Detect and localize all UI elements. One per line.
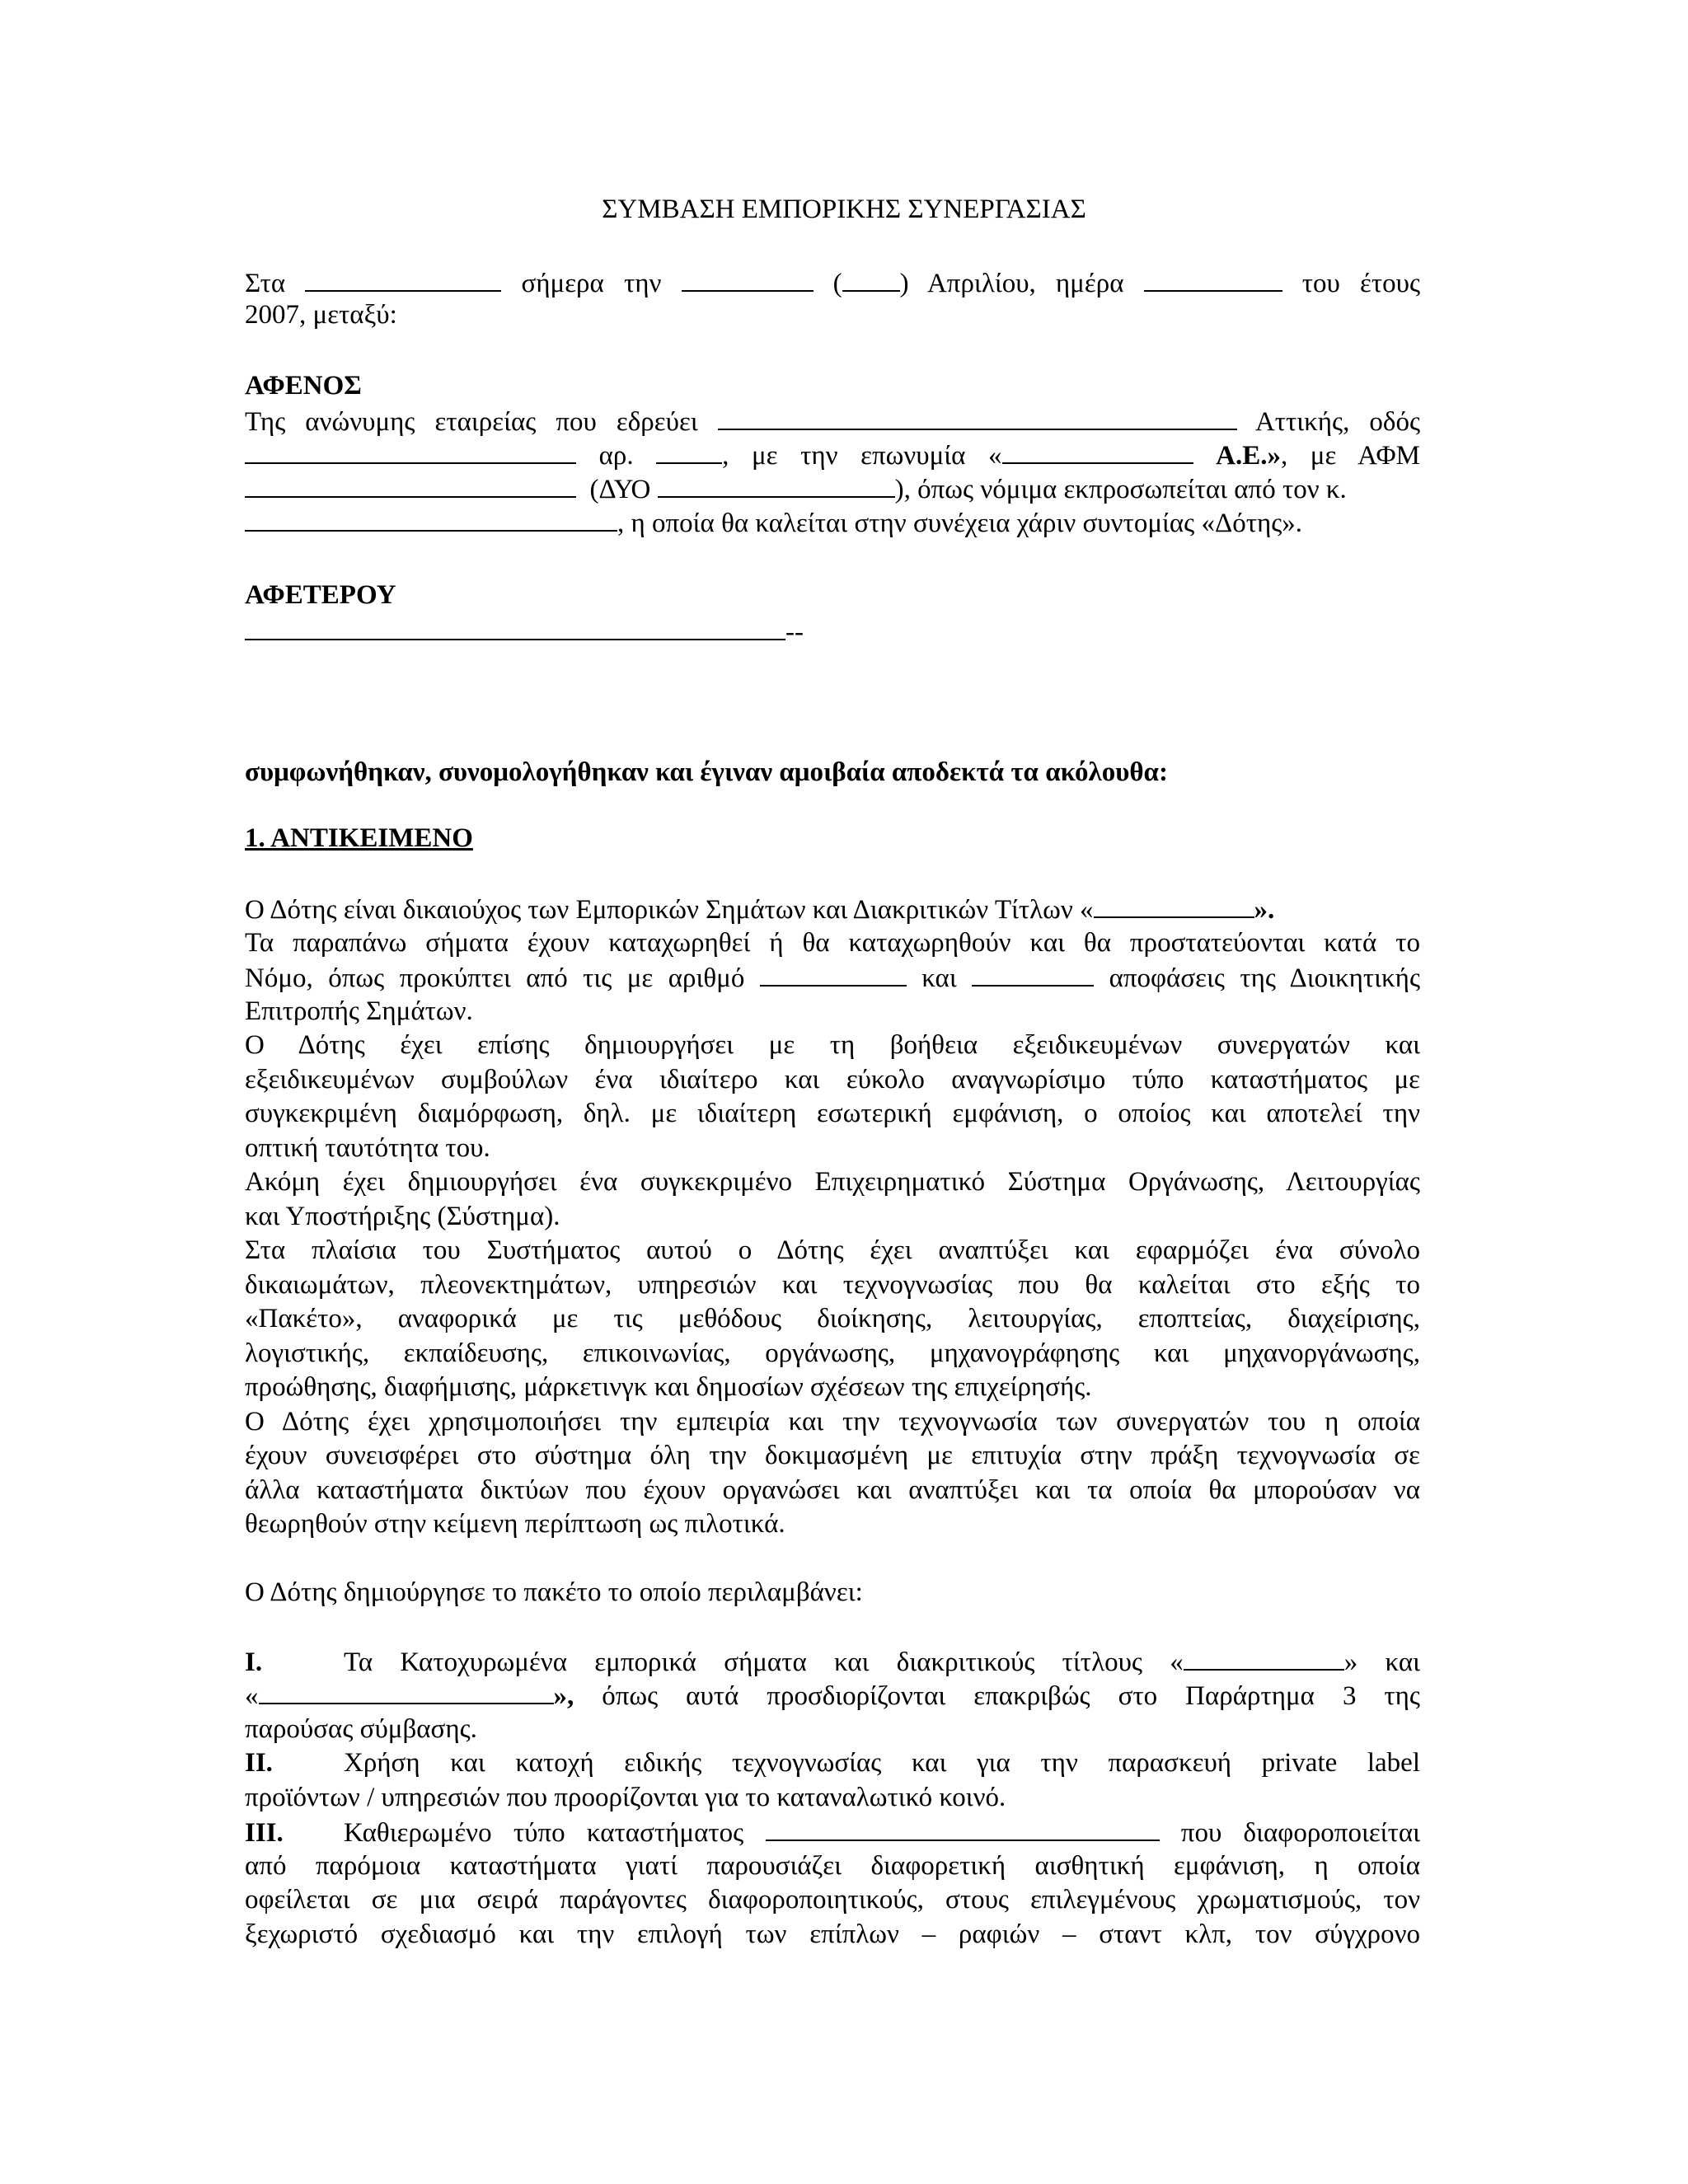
- decision-number-blank-1[interactable]: [760, 960, 907, 987]
- s1-line-17: έχουν συνεισφέρει στο σύστημα όλη την δοκιμασμένη με επιτυχία στην πράξη τεχνογνωσία σε: [245, 1441, 1420, 1470]
- street-blank[interactable]: [245, 438, 576, 464]
- s1-line-7: συγκεκριμένη διαμόρφωση, δηλ. με ιδιαίτερη εσωτερική εμφάνιση, ο οποίος και αποτελεί την: [245, 1099, 1420, 1128]
- trademark-blank-2[interactable]: [1184, 1644, 1344, 1671]
- afeterou-line: --: [245, 614, 1420, 649]
- intro-line-2: 2007, μεταξύ:: [245, 300, 397, 330]
- seat-blank[interactable]: [718, 404, 1237, 430]
- s1-line-15: προώθησης, διαφήμισης, μάρκετινγκ και δημοσίων σχέσεων της επιχείρησής.: [245, 1372, 1092, 1402]
- s1-line-3: Νόμο, όπως προκύπτει από τις με αριθμό και αποφάσεις της Διοικητικής: [245, 960, 1420, 995]
- item-iii-line-1: ΙΙΙ. Καθιερωμένο τύπο καταστήματος που διαφοροποιείται: [245, 1815, 1420, 1849]
- trademark-blank[interactable]: [1094, 892, 1254, 918]
- s1-line-5: Ο Δότης έχει επίσης δημιουργήσει με τη βοήθεια εξειδικευμένων συνεργατών και: [245, 1030, 1420, 1060]
- item-iii-line-4: ξεχωριστό σχεδιασμό και την επιλογή των επίπλων – ραφιών – σταντ κλπ, τον σύγχρονο: [245, 1919, 1420, 1949]
- afenos-line-2: αρ. , με την επωνυμία « Α.Ε.», με ΑΦΜ: [245, 438, 1420, 472]
- s1-line-18: άλλα καταστήματα δικτύων που έχουν οργανώσει και αναπτύξει και τα οποία θα μπορούσαν να: [245, 1475, 1420, 1505]
- title-blank[interactable]: [259, 1678, 554, 1704]
- s1-line-9: Ακόμη έχει δημιουργήσει ένα συγκεκριμένο Επιχειρηματικό Σύστημα Οργάνωσης, Λειτουργίας: [245, 1167, 1420, 1197]
- item-i-line-2: « », όπως αυτά προσδιορίζονται επακριβώς στο Παράρτημα 3 της: [245, 1678, 1420, 1713]
- afenos-heading: ΑΦΕΝΟΣ: [245, 371, 362, 401]
- afenos-line-4: , η οποία θα καλείται στην συνέχεια χάριν συντομίας «Δότης».: [245, 505, 1420, 540]
- s1-line-16: Ο Δότης έχει χρησιμοποιήσει την εμπειρία και την τεχνογνωσία των συνεργατών του η οποία: [245, 1407, 1420, 1436]
- s1-line-19: θεωρηθούν στην κείμενη περίπτωση ως πιλοτικά.: [245, 1509, 785, 1539]
- s1-line-12: δικαιωμάτων, πλεονεκτημάτων, υπηρεσιών και τεχνογνωσίας που θα καλείται στο εξής το: [245, 1270, 1420, 1300]
- s1-line-11: Στα πλαίσια του Συστήματος αυτού ο Δότης έχει αναπτύξει και εφαρμόζει ένα σύνολο: [245, 1235, 1420, 1265]
- tax-office-blank[interactable]: [658, 471, 895, 498]
- s1-line-14: λογιστικής, εκπαίδευσης, επικοινωνίας, οργάνωσης, μηχανογράφησης και μηχανοργάνωσης,: [245, 1338, 1420, 1368]
- counterparty-blank[interactable]: [245, 614, 785, 640]
- s1-line-1: Ο Δότης είναι δικαιούχος των Εμπορικών Σημάτων και Διακριτικών Τίτλων « ».: [245, 892, 1420, 926]
- street-number-blank[interactable]: [656, 438, 722, 464]
- item-iii-line-3: οφείλεται σε μια σειρά παράγοντες διαφοροποιητικούς, στους επιλεγμένους χρωματισμούς, τον: [245, 1885, 1420, 1915]
- s1-line-10: και Υποστήριξης (Σύστημα).: [245, 1202, 560, 1231]
- item-i-line-1: Ι. Τα Κατοχυρωμένα εμπορικά σήματα και διακριτικούς τίτλους « » και: [245, 1644, 1420, 1679]
- afenos-line-1: Της ανώνυμης εταιρείας που εδρεύει Αττικής, οδός: [245, 404, 1420, 438]
- s1-line-8: οπτική ταυτότητα του.: [245, 1133, 490, 1163]
- document-title: ΣΥΜΒΑΣΗ ΕΜΠΟΡΙΚΗΣ ΣΥΝΕΡΓΑΣΙΑΣ: [602, 194, 1086, 224]
- decision-number-blank-2[interactable]: [972, 960, 1094, 987]
- s1-line-4: Επιτροπής Σημάτων.: [245, 996, 473, 1026]
- intro-line-1: Στα σήμερα την ( ) Απριλίου, ημέρα του έτους: [245, 265, 1420, 300]
- item-iii-line-2: από παρόμοια καταστήματα γιατί παρουσιάζει διαφορετική αισθητική εμφάνιση, η οποία: [245, 1851, 1420, 1881]
- vat-blank[interactable]: [245, 471, 576, 498]
- weekday-blank[interactable]: [1144, 265, 1282, 292]
- place-blank[interactable]: [305, 265, 501, 292]
- item-ii-line-2: προϊόντων / υπηρεσιών που προορίζονται για το καταναλωτικό κοινό.: [245, 1783, 1006, 1812]
- item-i-line-3: παρούσας σύμβασης.: [245, 1714, 477, 1744]
- s1-line-2: Τα παραπάνω σήματα έχουν καταχωρηθεί ή θα καταχωρηθούν και θα προστατεύονται κατά το: [245, 928, 1420, 958]
- afenos-line-3: (ΔΥΟ ), όπως νόμιμα εκπροσωπείται από τον κ.: [245, 471, 1420, 506]
- date-blank[interactable]: [682, 265, 814, 292]
- package-intro: Ο Δότης δημιούργησε το πακέτο το οποίο περιλαμβάνει:: [245, 1577, 863, 1607]
- representative-blank[interactable]: [245, 505, 617, 532]
- company-name-blank[interactable]: [1002, 438, 1193, 464]
- store-type-blank[interactable]: [766, 1815, 1160, 1841]
- agreement-statement: συμφωνήθηκαν, συνομολογήθηκαν και έγιναν αμοιβαία αποδεκτά τα ακόλουθα:: [245, 757, 1168, 787]
- item-ii-line-1: ΙΙ. Χρήση και κατοχή ειδικής τεχνογνωσίας και για την παρασκευή private label: [245, 1748, 1420, 1778]
- section-1-heading: 1. ΑΝΤΙΚΕΙΜΕΝΟ: [245, 823, 473, 853]
- day-number-blank[interactable]: [842, 265, 900, 292]
- afeterou-heading: ΑΦΕΤΕΡΟΥ: [245, 580, 396, 610]
- s1-line-13: «Πακέτο», αναφορικά με τις μεθόδους διοίκησης, λειτουργίας, εποπτείας, διαχείρισης,: [245, 1304, 1420, 1333]
- s1-line-6: εξειδικευμένων συμβούλων ένα ιδιαίτερο και εύκολο αναγνωρίσιμο τύπο καταστήματος με: [245, 1065, 1420, 1094]
